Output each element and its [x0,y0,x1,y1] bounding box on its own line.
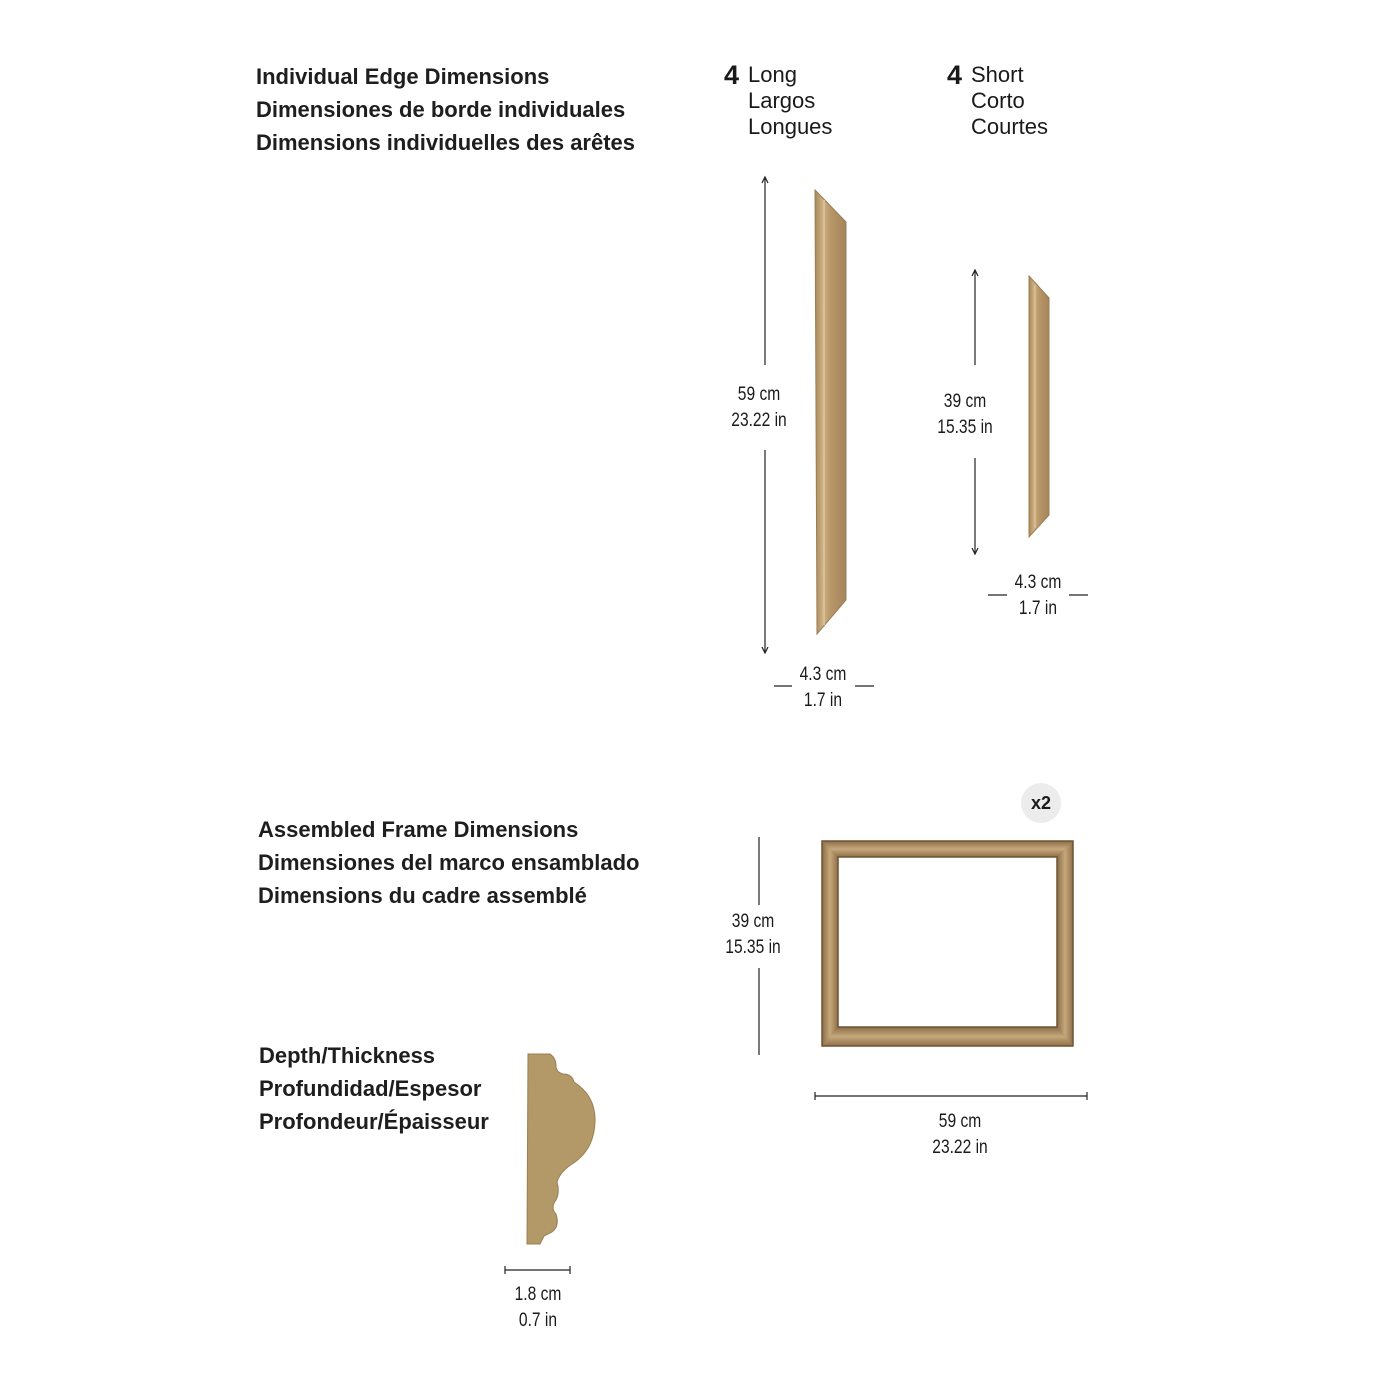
heading-line-en: Assembled Frame Dimensions [258,817,579,842]
heading-line-en: Individual Edge Dimensions [256,64,550,89]
assembled-frame [822,841,1073,1046]
assembled-width-line [815,1092,1087,1100]
depth-width-line [505,1266,570,1274]
quantity-badge: x2 [1021,783,1061,823]
heading-line-fr: Dimensions individuelles des arêtes [256,130,636,155]
long-label-fr: Longues [748,114,833,139]
long-label-es: Largos [748,88,816,113]
depth-thickness-text: 1.8 cm 0.7 in [514,1284,562,1331]
short-label-es: Corto [971,88,1025,113]
individual-edge-heading [256,60,635,159]
short-label-fr: Courtes [971,114,1049,139]
long-length-text: 59 cm 23.22 in [731,384,787,431]
assembled-width-text: 59 cm 23.22 in [932,1111,988,1158]
long-quantity: 4 [724,60,740,90]
depth-heading [259,1039,489,1138]
short-quantity: 4 [947,60,963,90]
long-width-text: 4.3 cm 1.7 in [799,664,847,711]
heading-line-es: Dimensiones del marco ensamblado [258,850,640,875]
short-width-text: 4.3 cm 1.7 in [1014,572,1062,619]
long-label-en: Long [748,62,797,87]
heading-line-es: Profundidad/Espesor [259,1076,482,1101]
heading-line-fr: Dimensions du cadre assemblé [258,883,587,908]
heading-line-en: Depth/Thickness [259,1043,436,1068]
short-length-text: 39 cm 15.35 in [937,391,993,438]
short-edge-piece [1029,276,1049,537]
depth-profile-piece [527,1054,595,1244]
short-label-en: Short [971,62,1024,87]
heading-line-fr: Profondeur/Épaisseur [259,1109,489,1134]
assembled-height-text: 39 cm 15.35 in [725,911,781,958]
assembled-frame-heading [258,813,639,912]
heading-line-es: Dimensiones de borde individuales [256,97,626,122]
long-edge-piece [815,190,846,634]
